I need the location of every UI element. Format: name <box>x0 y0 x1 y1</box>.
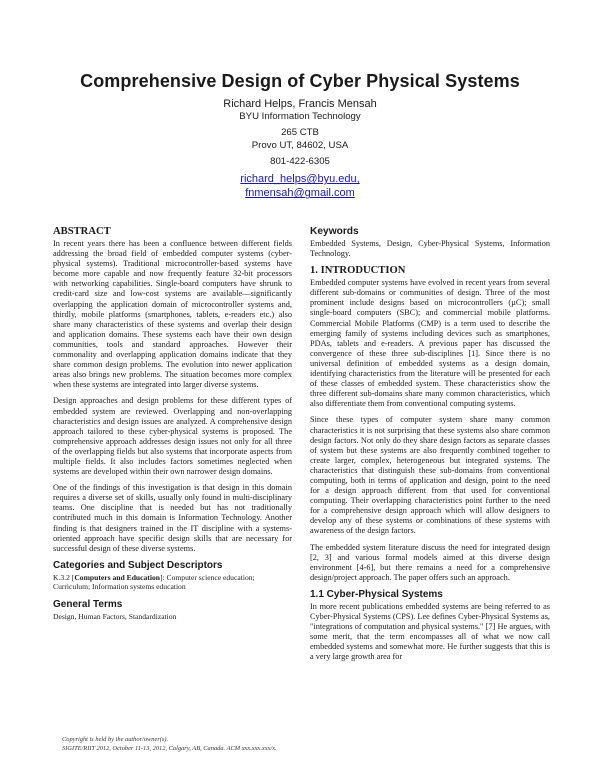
introduction-paragraph-2: Since these types of computer system share many common characteristics it is not surprising that these systems also share common design factors. Not only do they share design factors as separate classes of system but these systems are also frequently combined together to create larger, complex, heterogeneous but integrated systems. The characteristics that distinguish these sub-domains from conventional computing, both in terms of application and design, point to the need for a design approach different from that used for conventional computing. Their overlapping characteristics point further to the need for a comprehensive design approach which will allow designers to develop any of these systems or combinations of these systems with awareness of the design factors. <box>310 415 550 536</box>
keywords-text: Embedded Systems, Design, Cyber-Physical Systems, Information Technology. <box>310 239 550 259</box>
abstract-heading: ABSTRACT <box>53 226 111 237</box>
copyright-line-2: SIGITE/RIIT 2012, October 11-13, 2012, Calgary, AB, Canada. ACM xxx.xxx.xxx/x. <box>62 744 277 752</box>
categories-bold: Computers and Education <box>74 572 160 582</box>
cps-section-heading: 1.1 Cyber-Physical Systems <box>310 588 443 600</box>
introduction-paragraph-1: Embedded computer systems have evolved in recent years from several different sub-domains or communities of design. Three of the most prominent include designs based on microcontrollers (µC); small single-board computers (SBC); and commercial mobile platforms. Commercial Mobile Platforms (CMP) is a term used to describe the emerging family of systems including devices such as smartphones, PDAs, tablets and e-readers. A previous paper has discussed the convergence of these three sub-disciplines [1]. Since there is no universal definition of embedded systems as a design domain, identifying characteristics from the literature will be presented for each of these classes of embedded system. These characteristics show the three different sub-domains share many common characteristics, which also differentiate them from conventional computing systems. <box>310 278 550 409</box>
categories-heading: Categories and Subject Descriptors <box>53 559 223 571</box>
author-block <box>0 98 600 201</box>
author-names: Richard Helps, Francis Mensah <box>223 98 377 110</box>
affiliation: BYU Information Technology <box>239 111 361 122</box>
keywords-heading: Keywords <box>310 226 359 237</box>
copyright-notice <box>62 736 292 753</box>
right-column <box>310 226 550 668</box>
paper-title: Comprehensive Design of Cyber Physical Systems <box>80 71 520 91</box>
general-terms-heading: General Terms <box>53 599 123 610</box>
cps-paragraph-1: In more recent publications embedded systems are being referred to as Cyber-Physical Systems (CPS). Lee defines Cyber-Physical Systems as, "integrations of computation and physical systems." [7] He argues, with some merit, that the term encompasses all of what we now call embedded systems and somewhat more. He further suggests that this is a very large growth area for <box>310 601 550 662</box>
general-terms-text: Design, Human Factors, Standardization <box>53 612 177 621</box>
address-line-1: 265 CTB <box>281 127 319 139</box>
email-link-2[interactable]: fnmensah@gmail.com <box>245 187 355 200</box>
abstract-paragraph-3: One of the findings of this investigation is that design in this domain requires a diverse set of skills, usually only found in multi-disciplinary teams. One discipline that is needed but has not traditionally contributed much in this domain is Information Technology. Another finding is that designers trained in the IT discipline with a systems-oriented approach have specific design skills that are necessary for successful design of these diverse systems. <box>53 483 292 553</box>
categories-code: K.3.2 [ <box>53 572 75 582</box>
left-column <box>53 226 292 628</box>
categories-rest: ]: Computer science education; Curriculum; Information systems education <box>53 572 255 592</box>
abstract-paragraph-1: In recent years there has been a confluence between different fields addressing the broad field of embedded computer systems (cyber-physical systems). Traditional microcontroller-based systems have become more capable and now frequently feature 32-bit processors with networking capabilities. Single-board computers have shrunk to credit-card size and low-cost systems are available—significantly overlapping the application domain of microcontroller systems and, thirdly, mobile platforms (smartphones, tablets, e-readers etc.) also share many characteristics of these systems and overlap their design and application domains. These systems each have their own design communities, tools and standard approaches. However their commonality and overlapping application domains indicate that they share common design problems. The evolution into newer application areas also brings new problems. The situation becomes more complex when these systems are integrated into larger diverse systems. <box>53 239 292 390</box>
address-line-2: Provo UT, 84602, USA <box>251 139 349 151</box>
email-link-1[interactable]: richard_helps@byu.edu, <box>240 173 360 186</box>
introduction-paragraph-3: The embedded system literature discuss the need for integrated design [2, 3] and various formal models aimed at this diverse design environment [4-6], but there remains a need for a comprehensive design/project approach. The paper offers such an approach. <box>310 542 550 582</box>
phone: 801-422-6305 <box>270 155 330 167</box>
copyright-line-1: Copyright is held by the author/owner(s). <box>62 736 169 743</box>
introduction-heading: 1. INTRODUCTION <box>310 265 406 277</box>
abstract-paragraph-2: Design approaches and design problems for these different types of embedded system are reviewed. Overlapping and non-overlapping characteristics and design issues are analyzed. A comprehensive design approach tailored to these cyber-physical systems is proposed. The comprehensive approach addresses design issues not only for all three of the overlapping fields but also systems that incorporate aspects from multiple fields. It also includes factors sometimes neglected when systems are developed within their own narrower design domains. <box>53 396 292 477</box>
categories-text <box>53 573 292 592</box>
